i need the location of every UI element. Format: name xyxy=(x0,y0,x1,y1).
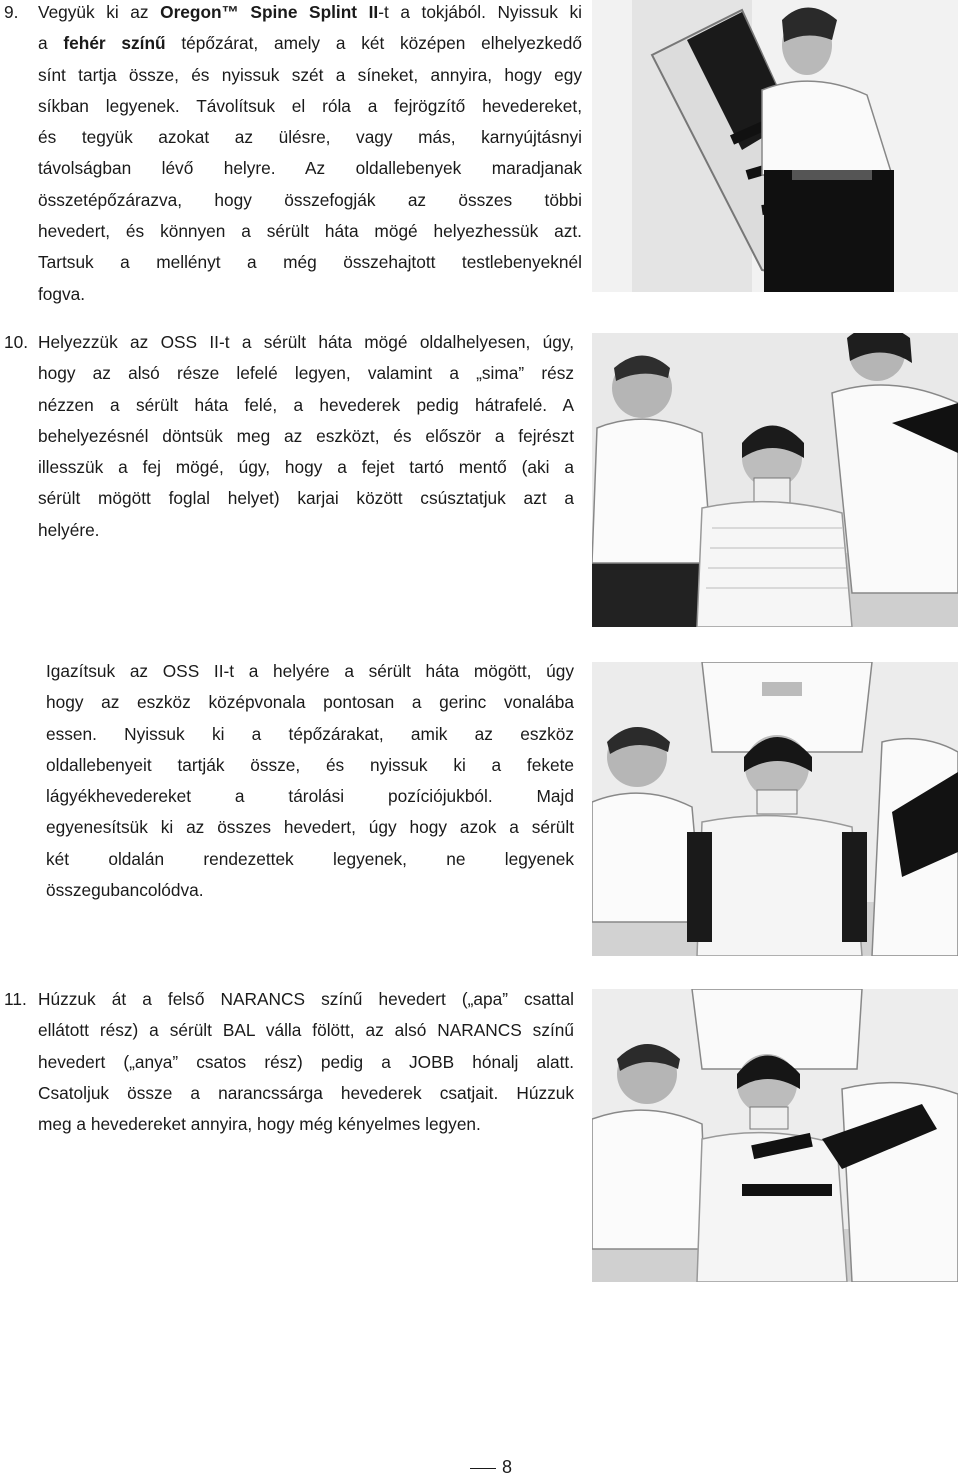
text-run: essen. Nyissuk ki a tépőzárakat, amik az eszköz xyxy=(46,723,574,744)
text-run: hevedert („anya” csatos rész) pedig a JOBB hónalj alatt. xyxy=(38,1051,574,1072)
text-line xyxy=(38,358,574,389)
step-10-text xyxy=(38,327,574,546)
step-align-text xyxy=(46,656,574,906)
text-run: fogva. xyxy=(38,283,86,304)
text-line xyxy=(46,750,574,781)
text-run: lágyékhevedereket a tárolási pozíciójukból. Majd xyxy=(46,786,574,807)
text-line xyxy=(38,390,574,421)
text-run: -t a tokjából. Nyissuk ki xyxy=(378,2,582,22)
text-run: Csatoljuk össze a narancssárga hevederek csatjait. Húzzuk xyxy=(38,1082,574,1103)
text-run: síkban legyenek. Távolítsuk el róla a fejrögzítő hevedereket, xyxy=(38,95,582,116)
text-line xyxy=(38,0,582,28)
text-run: hogy az alsó része lefelé legyen, valamint a „sima” rész xyxy=(38,363,574,384)
text-line xyxy=(46,719,574,750)
text-run: nézzen a sérült háta felé, a hevederek pedig hátrafelé. A xyxy=(38,394,574,415)
text-line xyxy=(38,279,582,310)
page-number-dash xyxy=(470,1468,496,1469)
text-line xyxy=(38,421,574,452)
text-line xyxy=(46,844,574,875)
text-run: Helyezzük az OSS II-t a sérült háta mögé oldalhelyesen, úgy, xyxy=(38,332,574,352)
step-9-text xyxy=(38,0,582,310)
step-11-number: 11. xyxy=(4,989,27,1009)
text-run: meg a hevedereket annyira, hogy még kényelmes legyen. xyxy=(38,1114,481,1135)
text-run: Vegyük ki az xyxy=(38,2,161,22)
text-run: ellátott rész) a sérült BAL válla fölött, az alsó NARANCS színű xyxy=(38,1020,574,1041)
bold-text: Oregon™ Spine Splint II xyxy=(160,2,379,22)
text-run: illesszük a fej mögé, úgy, hogy a fejet tartó mentő (aki a xyxy=(38,457,574,478)
text-run: helyére. xyxy=(38,519,100,540)
text-line xyxy=(38,515,574,546)
text-line xyxy=(38,483,574,514)
bold-text: fehér színű xyxy=(63,33,166,54)
text-line xyxy=(38,1109,574,1140)
text-line xyxy=(38,1015,574,1046)
text-run: oldallebenyeit tartják össze, és nyissuk ki a fekete xyxy=(46,754,574,775)
text-run: egyenesítsük ki az összes hevedert, úgy hogy azok a sérült xyxy=(46,817,574,838)
text-run: két oldalán rendezettek legyenek, ne legyenek xyxy=(46,848,574,869)
page-number xyxy=(452,1455,524,1479)
text-run: a xyxy=(38,33,64,54)
text-line xyxy=(46,812,574,843)
photo-inserting-device xyxy=(592,333,958,627)
text-line xyxy=(38,1078,574,1109)
photo-splint-unfolded xyxy=(592,0,958,292)
text-run: tépőzárat, amely a két középen elhelyezkedő xyxy=(165,33,582,54)
text-line xyxy=(38,91,582,122)
photo-aligning-device xyxy=(592,662,958,956)
text-line xyxy=(46,875,574,906)
text-line xyxy=(38,452,574,483)
text-run: hevedert, és könnyen a sérült háta mögé helyezhessük azt. xyxy=(38,221,582,242)
text-line xyxy=(38,185,582,216)
text-line xyxy=(38,984,574,1015)
text-run: összetépőzárazva, hogy összefogják az összes többi xyxy=(38,189,582,210)
text-run: hogy az eszköz középvonala pontosan a gerinc vonalába xyxy=(46,692,574,713)
text-line xyxy=(46,781,574,812)
text-run: Igazítsuk az OSS II-t a helyére a sérült háta mögött, úgy xyxy=(46,661,574,681)
step-10-number: 10. xyxy=(4,332,29,352)
text-run: és tegyük azokat az ülésre, vagy más, karnyújtásnyi xyxy=(38,127,582,148)
text-line xyxy=(38,216,582,247)
text-line xyxy=(46,656,574,687)
text-line xyxy=(38,1047,574,1078)
text-run: behelyezésnél döntsük meg az eszközt, és először a fejrészt xyxy=(38,425,574,446)
text-line xyxy=(38,327,574,358)
step-11-text xyxy=(38,984,574,1140)
text-run: sínt tartja össze, és nyissuk szét a síneket, annyira, hogy egy xyxy=(38,64,582,85)
text-run: Húzzuk át a felső NARANCS színű hevedert („apa” csattal xyxy=(38,989,574,1009)
text-line xyxy=(38,153,582,184)
text-run: távolságban lévő helyre. Az oldallebenyek maradjanak xyxy=(38,158,582,179)
text-line xyxy=(38,28,582,59)
photo-buckling-straps xyxy=(592,989,958,1282)
text-line xyxy=(38,60,582,91)
text-run: Tartsuk a mellényt a még összehajtott testlebenyeknél xyxy=(38,252,582,273)
text-line xyxy=(38,247,582,278)
step-9-number: 9. xyxy=(4,2,19,22)
text-run: sérült mögött foglal helyet) karjai között csúsztatjuk azt a xyxy=(38,488,574,509)
text-line xyxy=(38,122,582,153)
text-line xyxy=(46,687,574,718)
page-number-value: 8 xyxy=(501,1457,512,1477)
text-run: összegubancolódva. xyxy=(46,880,204,901)
